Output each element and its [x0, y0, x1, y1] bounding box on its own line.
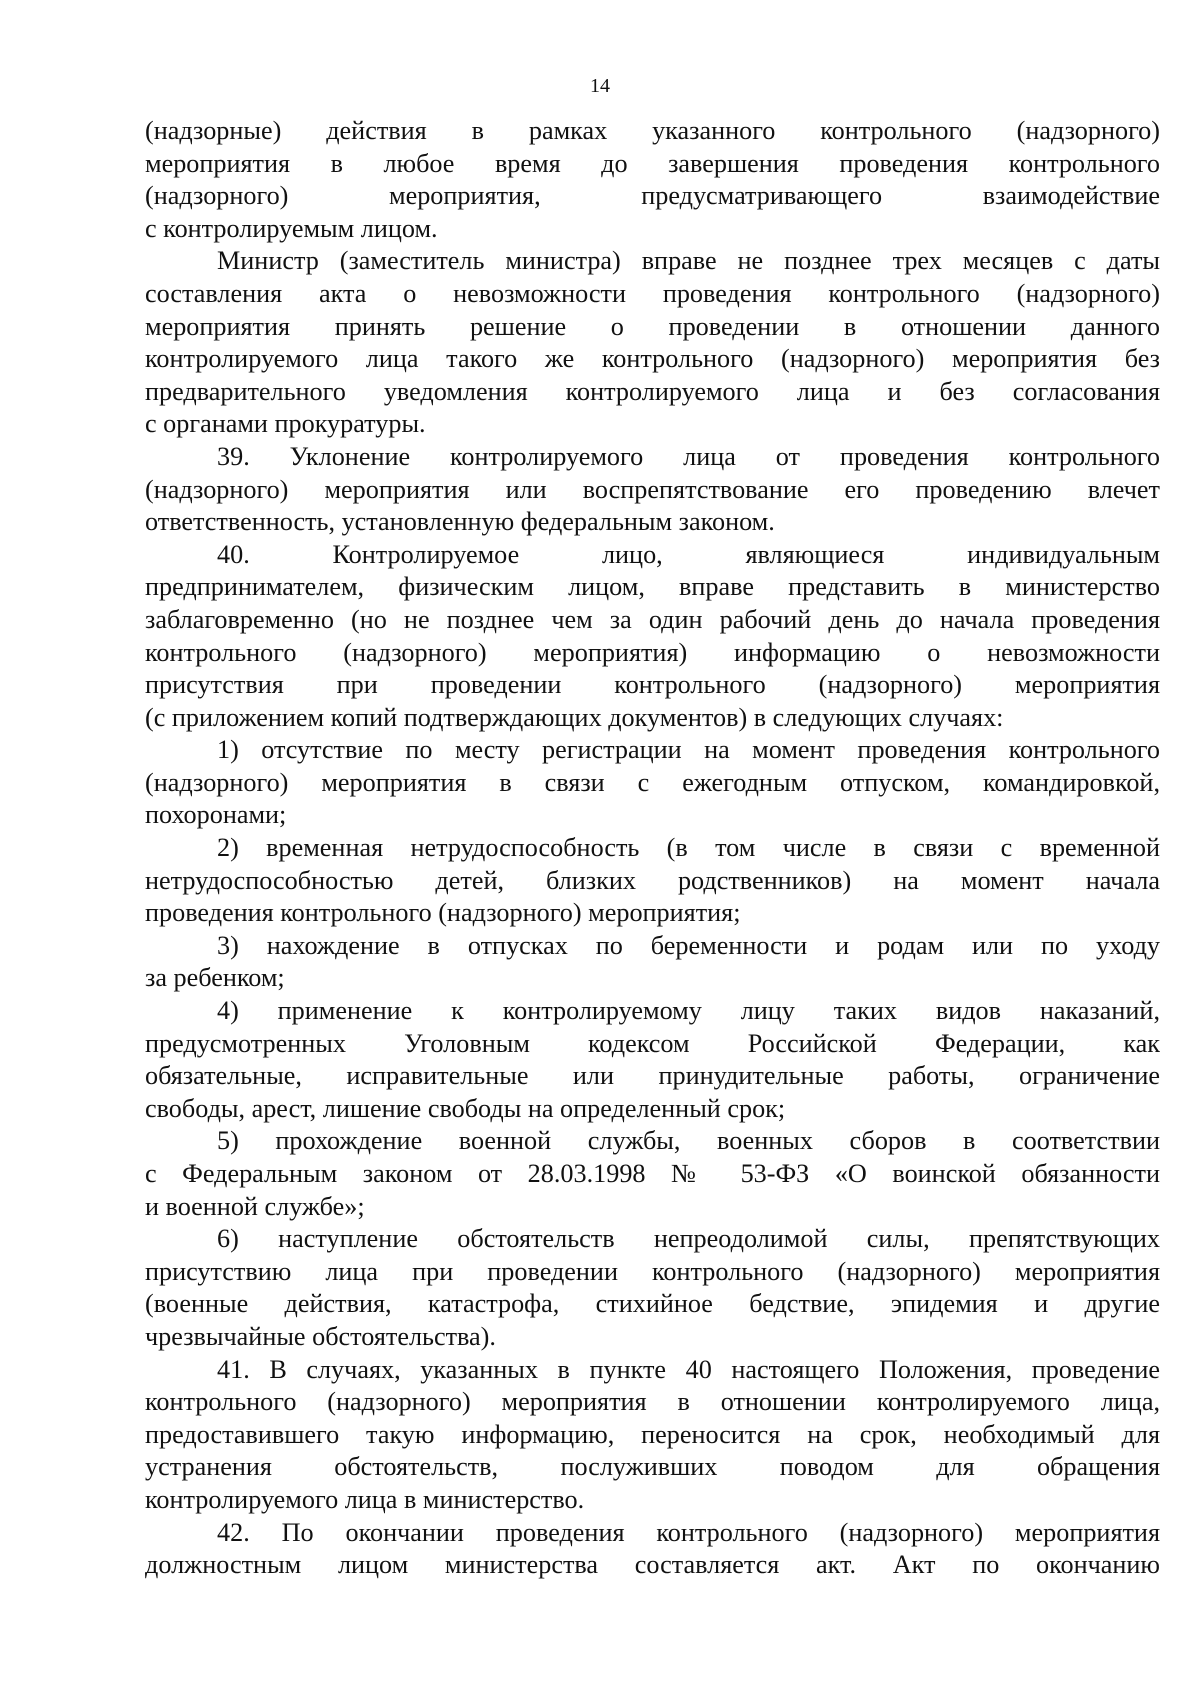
- text-line: составления акта о невозможности проведения контрольного (надзорного): [145, 278, 1160, 308]
- paragraph-42: [145, 1517, 1160, 1582]
- text-line: нетрудоспособностью детей, близких родственников) на момент начала: [145, 865, 1160, 895]
- text-line: 4) применение к контролируемому лицу таких видов наказаний,: [217, 996, 1160, 1026]
- text-line: (военные действия, катастрофа, стихийное бедствие, эпидемия и другие: [145, 1289, 1160, 1319]
- list-item-6: [145, 1223, 1160, 1353]
- text-line: предпринимателем, физическим лицом, вправе представить в министерство: [145, 572, 1160, 602]
- text-line: 40. Контролируемое лицо, являющиеся индивидуальным: [217, 539, 1160, 569]
- text-line: (надзорного) мероприятия или воспрепятствование его проведению влечет: [145, 474, 1160, 504]
- text-line: за ребенком;: [145, 963, 285, 993]
- text-line: чрезвычайные обстоятельства).: [145, 1321, 496, 1351]
- text-line: мероприятия в любое время до завершения проведения контрольного: [145, 148, 1160, 178]
- text-line: свободы, арест, лишение свободы на определенный срок;: [145, 1093, 786, 1123]
- list-item-3: [145, 930, 1160, 995]
- page-number: 14: [590, 75, 610, 97]
- text-line: контролируемого лица такого же контрольного (надзорного) мероприятия без: [145, 344, 1160, 374]
- text-line: 6) наступление обстоятельств непреодолимой силы, препятствующих: [217, 1224, 1160, 1254]
- text-line: 39. Уклонение контролируемого лица от проведения контрольного: [217, 441, 1160, 471]
- text-line: 1) отсутствие по месту регистрации на момент проведения контрольного: [217, 735, 1160, 765]
- text-line: и военной службе»;: [145, 1191, 365, 1221]
- text-line: 42. По окончании проведения контрольного (надзорного) мероприятия: [217, 1517, 1160, 1547]
- list-item-5: [145, 1125, 1160, 1223]
- text-line: с контролируемым лицом.: [145, 213, 438, 243]
- paragraph-continuation: [145, 115, 1160, 245]
- text-line: (надзорного) мероприятия в связи с ежегодным отпуском, командировкой,: [145, 767, 1160, 797]
- text-line: (с приложением копий подтверждающих документов) в следующих случаях:: [145, 702, 1004, 732]
- list-item-2: [145, 832, 1160, 930]
- document-body: [145, 115, 1160, 1582]
- text-line: с Федеральным законом от 28.03.1998 № 53-ФЗ «О воинской обязанности: [145, 1159, 1160, 1188]
- text-line: предварительного уведомления контролируемого лица и без согласования: [145, 376, 1160, 406]
- text-line: контрольного (надзорного) мероприятия) информацию о невозможности: [145, 637, 1160, 667]
- text-line: мероприятия принять решение о проведении в отношении данного: [145, 311, 1160, 341]
- text-line: проведения контрольного (надзорного) мероприятия;: [145, 898, 741, 928]
- text-line: контролируемого лица в министерство.: [145, 1484, 585, 1514]
- text-line: устранения обстоятельств, послуживших поводом для обращения: [145, 1452, 1160, 1482]
- text-line: должностным лицом министерства составляется акт. Акт по окончанию: [145, 1550, 1160, 1580]
- paragraph-40: [145, 539, 1160, 735]
- text-line: предусмотренных Уголовным кодексом Российской Федерации, как: [145, 1028, 1160, 1058]
- list-item-1: [145, 734, 1160, 832]
- text-line: 2) временная нетрудоспособность (в том числе в связи с временной: [217, 833, 1160, 863]
- paragraph-minister: [145, 245, 1160, 441]
- paragraph-39: [145, 441, 1160, 539]
- list-item-4: [145, 995, 1160, 1125]
- text-line: 41. В случаях, указанных в пункте 40 настоящего Положения, проведение: [217, 1354, 1160, 1384]
- text-line: (надзорные) действия в рамках указанного контрольного (надзорного): [145, 116, 1160, 145]
- text-line: заблаговременно (но не позднее чем за один рабочий день до начала проведения: [145, 604, 1160, 634]
- text-line: ответственность, установленную федеральным законом.: [145, 507, 775, 537]
- text-line: обязательные, исправительные или принудительные работы, ограничение: [145, 1061, 1160, 1091]
- text-line: контрольного (надзорного) мероприятия в отношении контролируемого лица,: [145, 1387, 1160, 1417]
- text-line: 5) прохождение военной службы, военных сборов в соответствии: [217, 1126, 1160, 1156]
- text-line: (надзорного) мероприятия, предусматривающего взаимодействие: [145, 181, 1160, 211]
- text-line: 3) нахождение в отпусках по беременности и родам или по уходу: [217, 930, 1160, 960]
- text-line: присутствия при проведении контрольного (надзорного) мероприятия: [145, 670, 1160, 700]
- text-line: присутствию лица при проведении контрольного (надзорного) мероприятия: [145, 1256, 1160, 1286]
- text-line: Министр (заместитель министра) вправе не позднее трех месяцев с даты: [217, 246, 1160, 276]
- paragraph-41: [145, 1354, 1160, 1517]
- text-line: предоставившего такую информацию, переносится на срок, необходимый для: [145, 1419, 1160, 1449]
- text-line: с органами прокуратуры.: [145, 409, 426, 439]
- text-line: похоронами;: [145, 800, 287, 830]
